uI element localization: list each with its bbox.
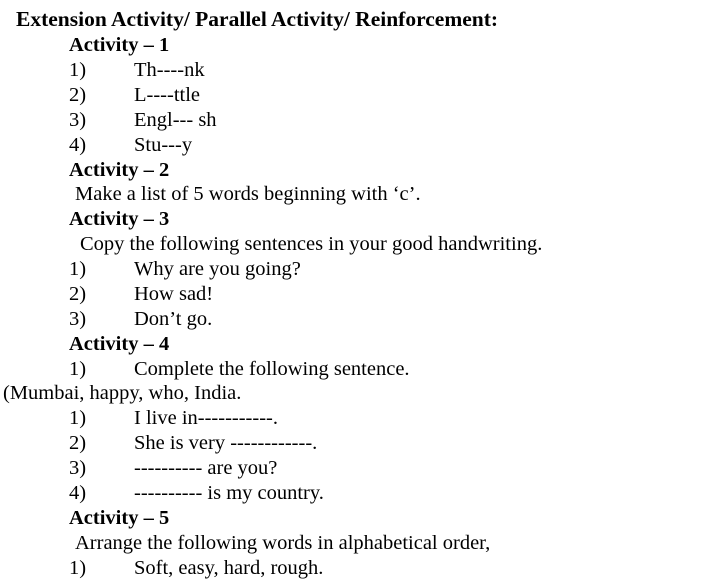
activity-3-item-2-text: How sad! — [134, 283, 214, 305]
activity-1-item-2-number: 2) — [69, 84, 87, 106]
activity-3-item-3-number: 3) — [69, 308, 87, 330]
activity-3-instruction: Copy the following sentences in your good handwriting. — [80, 233, 543, 255]
activity-5-item-1-text: Soft, easy, hard, rough. — [134, 557, 324, 579]
activity-2-heading: Activity – 2 — [69, 159, 170, 181]
activity-1-item-3-number: 3) — [69, 109, 87, 131]
page-title: Extension Activity/ Parallel Activity/ Reinforcement: — [16, 7, 499, 31]
activity-1-item-1-number: 1) — [69, 59, 87, 81]
activity-4-item-4-text: ---------- is my country. — [134, 482, 324, 504]
activity-4-item-2-text: She is very ------------. — [134, 432, 318, 454]
activity-1-item-1-text: Th----nk — [134, 59, 205, 81]
activity-4-item-1-text: I live in-----------. — [134, 407, 278, 429]
activity-4-item-2-number: 2) — [69, 432, 87, 454]
activity-5-instruction: Arrange the following words in alphabetical order, — [75, 532, 491, 554]
activity-5-item-1-number: 1) — [69, 557, 87, 579]
activity-4-heading: Activity – 4 — [69, 333, 170, 355]
activity-2-instruction: Make a list of 5 words beginning with ‘c’. — [75, 183, 421, 205]
activity-1-heading: Activity – 1 — [69, 34, 170, 56]
activity-3-heading: Activity – 3 — [69, 208, 170, 230]
activity-4-sub-instruction: Complete the following sentence. — [134, 358, 410, 380]
activity-4-item-4-number: 4) — [69, 482, 87, 504]
activity-5-heading: Activity – 5 — [69, 507, 170, 529]
activity-1-item-4-number: 4) — [69, 134, 87, 156]
activity-4-sub-number: 1) — [69, 358, 87, 380]
activity-4-item-3-text: ---------- are you? — [134, 457, 278, 479]
activity-3-item-2-number: 2) — [69, 283, 87, 305]
activity-4-word-bank: (Mumbai, happy, who, India. — [3, 382, 242, 404]
activity-4-item-1-number: 1) — [69, 407, 87, 429]
activity-3-item-3-text: Don’t go. — [134, 308, 213, 330]
activity-1-item-2-text: L----ttle — [134, 84, 201, 106]
activity-1-item-4-text: Stu---y — [134, 134, 193, 156]
activity-3-item-1-text: Why are you going? — [134, 258, 301, 280]
activity-4-item-3-number: 3) — [69, 457, 87, 479]
activity-1-item-3-text: Engl--- sh — [134, 109, 217, 131]
activity-3-item-1-number: 1) — [69, 258, 87, 280]
